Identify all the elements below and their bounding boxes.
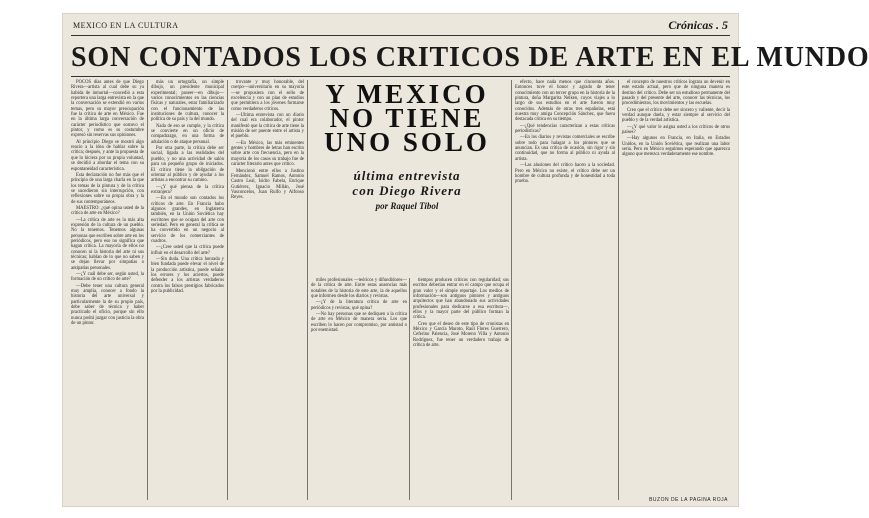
article-paragraph: —¿Qué tendencias caracterizan a estas críticas periodísticas?	[515, 123, 615, 135]
column-divider	[618, 80, 619, 500]
article-paragraph: —Ultima entrevista con un diario del cual era colaborador, el pintor manifestó que la critica de arte tiene la misión de ser puente entre el artista y el pueblo.	[231, 113, 304, 140]
article-paragraph: POCOS días antes de que Diego Rivera—artista al cual debe su ya habida de inmortal—concedió a esta reportera una larga entrevista en la que la conversación se extendió en varios temas, pero su mayor preocupación fue la crítica de arte en México. Fue en la última larga conversación de carácter periodístico que sostuvo el pintor, y como es su costumbre expresó sin reservas sus opiniones.	[71, 80, 144, 139]
article-paragraph: el concepto de nuestros críticos lograra un devenir en este estado actual, pero que de ninguna manera es destino del crítico. Debe ser un estudioso permanente del pasado y del presente del arte, conocer las técnicas, los procedimientos, los movimientos y las escuelas.	[622, 80, 730, 107]
header-rule	[71, 35, 730, 36]
article-paragraph: —No hay personas que se dediquen a la crítica de arte en México de manera seria. Los que escriben lo hacen por compromiso, por amistad o por enemistad.	[311, 312, 407, 334]
article-paragraph: —¿Y de la literatura crítica de arte en periódicos y revistas, qué opina?	[311, 300, 407, 311]
article-column-7	[622, 80, 730, 492]
article-paragraph: efecto, hace nada menos que cincuenta años. Entonces tuve el honor y agrado de tener conocimiento con un tercer grupo en la historia de la pintura, doña Margarita Nelken, cuyos viajes a lo largo de sus estudios en el arte fueron muy conocidos. Además de otras tres españolas, está nuestra muy amiga Concepción Sánchez, que fuera destacada crítica en su tiempo.	[515, 80, 615, 123]
footer-note: BUZON DE LA PAGINA ROJA	[649, 497, 728, 503]
article-paragraph: Mencionó entre ellos a Justino Fernández, Samuel Ramos, Antonio Castro Leal, Isidro Fabela, Enrique Gutiérrez, Ignacio Millán, José Vasconcelos, Juan Rulfo y Alfonso Reyes.	[231, 168, 304, 201]
article-paragraph: —La crítica de arte es la más alta expresión de la cultura de un pueblo. No la tenemos. Tenemos algunas personas que escriben sobre arte en los periódicos, pero eso no significa que hagan crítica. La mayoría de ellos no conocen ni la historia del arte ni sus técnicas; hablan de lo que no saben y se dejan llevar por simpatías o antipatías personales.	[71, 217, 144, 271]
section-name: MEXICO EN LA CULTURA	[73, 21, 179, 30]
article-column-1	[71, 80, 144, 500]
article-paragraph: Creo que el deseo de este tipo de cronistas en México y García Maroto, Raúl Flores Guerrero, Ceferino Palencia, José Moreno Villa y Antonio Rodríguez, fue tener un verdadero trabajo de crítica de arte.	[413, 321, 509, 349]
article-paragraph: —En México, las más eminentes gentes y hombres de letras han escrito sobre arte con frecuencia, pero en la mayoría de los casos su trabajo fue de carácter literario antes que crítico.	[231, 140, 304, 168]
headline: SON CONTADOS LOS CRITICOS DE ARTE EN EL MUNDO	[71, 42, 869, 73]
column-divider	[511, 80, 512, 500]
feature-subtitle-line-1: última entrevista	[353, 168, 461, 183]
article-paragraph: Nada de eso se cumple, y la crítica se convierte en un oficio de compadrazgo, en una forma de adulación o de ataque personal.	[151, 123, 224, 145]
article-paragraph: trovante y muy honorable, del cuerpo—universitario en su mayoría—se propusiera con el sello de excelencia y con un plan de estudios que permitiera a los jóvenes formarse como verdaderos críticos.	[231, 80, 304, 112]
column-divider	[409, 278, 410, 500]
article-paragraph: —¿Y qué valor le asigna usted a los críticos de otros países?	[622, 124, 730, 136]
article-paragraph: —¿Cree usted que la crítica puede influir en el desarrollo del arte?	[151, 245, 224, 256]
article-column-5	[413, 278, 509, 500]
article-paragraph: tiempos producen críticos con regularidad; sus escritos deberían entrar en el campo que ocupa el gran valor y el simple reportaje. Los medios de información—son antiguos pintores y antiguos arquitectos que han abandonado sus actividades profesionales para dedicarse a esa escritura—, ellos y la mayor parte del público forman la crítica.	[413, 278, 509, 321]
article-paragraph: —Las alusiones del crítico hacen a la sociedad. Pero en México no existe, el crítico debe ser un hombre de cultura profunda y de honestidad a toda prueba.	[515, 163, 615, 185]
article-paragraph: Creo que el crítico debe ser sincero y valiente, decir la verdad aunque duela, y estar siempre al servicio del pueblo y de la verdad artística.	[622, 107, 730, 124]
article-paragraph: más un ortografía, un simple dibujo, un presidente municipal experimental; poseer—en dibujo—varios conocimientos en las ciencias físicas y naturales, estar familiarizado con el funcionamiento de las instituciones de cultura, conocer la política de su país y la del mundo.	[151, 80, 224, 123]
section-page: Crónicas . 5	[668, 18, 728, 32]
running-header	[73, 20, 728, 34]
feature-title-line-2: NO TIENE	[329, 103, 485, 133]
newspaper-page	[63, 14, 869, 506]
article-paragraph: —En el mundo son contados los críticos de arte. En Francia hubo algunos grandes, en Inglaterra también, en la Unión Soviética hay escritores que se ocupan del arte con seriedad. Pero en general la crítica se ha convertido en un negocio al servicio de los comerciantes de cuadros.	[151, 196, 224, 244]
article-paragraph: —¿Y cuál debe ser, según usted, la formación de un crítico de arte?	[71, 272, 144, 283]
article-paragraph: —Sin duda. Una crítica honrada y bien fundada puede elevar el nivel de la producción artística, puede señalar los errores y los aciertos, puede defender a los artistas verdaderos contra los falsos prestigios fabricados por la publicidad.	[151, 257, 224, 295]
feature-title-block	[307, 79, 507, 211]
article-column-3	[231, 80, 304, 500]
feature-subtitle-line-2: con Diego Rivera	[352, 183, 462, 198]
article-paragraph: miles profesionales —teóricos y difundidores— de la crítica de arte. Entre estas ausencias más notables de la historia de este arte, la de aquellos que informen desde los diarios y revistas.	[311, 278, 407, 300]
column-divider	[227, 80, 228, 500]
feature-title-line-1: Y MEXICO	[325, 79, 489, 109]
article-paragraph: Esta declaración no fue más que el principio de una larga charla en la que los temas de la pintura y de la crítica se sucedieron sin interrupción, con reflexiones sobre su propia obra y la de sus contemporáneos.	[71, 172, 144, 205]
article-paragraph: —En los diarios y revistas comerciales se escribe sobre todo para halagar a los pintores que se anuncian. Es una crítica de ocasión, sin rigor y sin continuidad, que no forma al público ni ayuda al artista.	[515, 135, 615, 162]
headline-rule	[71, 76, 730, 77]
article-paragraph: —¿Y qué piensa de la crítica extranjera?	[151, 184, 224, 195]
article-column-2	[151, 80, 224, 500]
article-paragraph: —Hay algunos en Francia, en Italia, en Estados Unidos, en la Unión Soviética, que realizan una labor seria. Pero en México seguimos esperando que aparezca alguno que merezca verdaderamente ese nombre.	[622, 136, 730, 158]
article-column-4	[311, 278, 407, 500]
feature-title-line-3: UNO SOLO	[324, 127, 490, 157]
article-paragraph: Por otra parte, la crítica debe ser social, ligada a las realidades del pueblo, y no una actividad de salón para un pequeño grupo de iniciados. El crítico tiene la obligación de orientar al público y de ayudar a los artistas a encontrar su camino.	[151, 146, 224, 184]
article-paragraph: Al principio Diego se mostró algo reacio a la idea de hablar sobre la crítica; después, y ante la propuesta de que lo hiciera por su propia voluntad, se decidió a abordar el tema con su espontaneidad característica.	[71, 139, 144, 172]
article-paragraph: —Debe tener una cultura general muy amplia, conocer a fondo la historia del arte universal y particularmente la de su propio país, debe saber de técnica y haber practicado el oficio, porque sin ello nunca podrá juzgar con justicia la obra de un pintor.	[71, 283, 144, 327]
column-divider	[147, 80, 148, 500]
article-column-6	[515, 80, 615, 500]
byline: por Raquel Tibol	[375, 201, 439, 211]
article-paragraph: MAESTRO: ¿qué opina usted de la crítica de arte en México?	[71, 205, 144, 217]
